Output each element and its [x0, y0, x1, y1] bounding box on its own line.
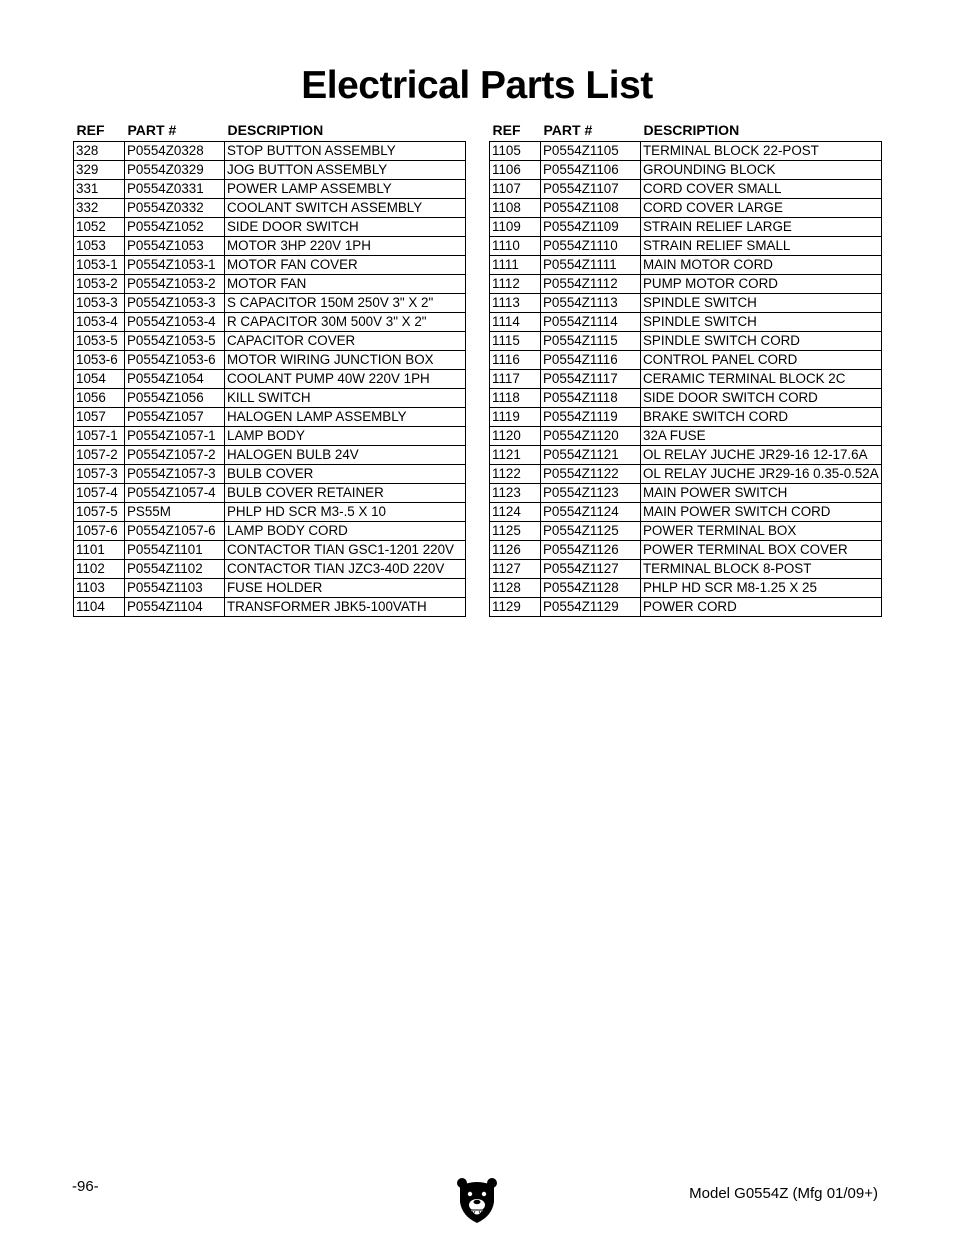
ref-cell: 332 — [74, 199, 125, 218]
table-row — [74, 351, 466, 370]
description-cell: TRANSFORMER JBK5-100VATH — [225, 598, 466, 617]
table-row — [74, 446, 466, 465]
description-cell: BRAKE SWITCH CORD — [641, 408, 882, 427]
description-cell: TERMINAL BLOCK 22-POST — [641, 142, 882, 161]
ref-cell: 1053-2 — [74, 275, 125, 294]
ref-cell: 1110 — [490, 237, 541, 256]
part-number-cell: P0554Z1057-1 — [125, 427, 225, 446]
description-cell: POWER CORD — [641, 598, 882, 617]
table-row — [74, 142, 466, 161]
table-row — [74, 199, 466, 218]
description-cell: R CAPACITOR 30M 500V 3" X 2" — [225, 313, 466, 332]
table-row — [74, 389, 466, 408]
description-cell: SPINDLE SWITCH CORD — [641, 332, 882, 351]
part-number-cell: P0554Z1056 — [125, 389, 225, 408]
description-cell: PHLP HD SCR M8-1.25 X 25 — [641, 579, 882, 598]
ref-cell: 329 — [74, 161, 125, 180]
table-row — [490, 541, 882, 560]
part-number-cell: P0554Z1057 — [125, 408, 225, 427]
description-cell: SIDE DOOR SWITCH CORD — [641, 389, 882, 408]
part-number-cell: P0554Z1109 — [541, 218, 641, 237]
table-row — [490, 579, 882, 598]
table-row — [490, 294, 882, 313]
table-row — [74, 465, 466, 484]
description-cell: STRAIN RELIEF LARGE — [641, 218, 882, 237]
part-number-cell: P0554Z1057-3 — [125, 465, 225, 484]
ref-cell: 1053-4 — [74, 313, 125, 332]
table-row — [490, 313, 882, 332]
part-number-cell: P0554Z1053-1 — [125, 256, 225, 275]
ref-cell: 1120 — [490, 427, 541, 446]
table-row — [490, 275, 882, 294]
part-number-cell: PS55M — [125, 503, 225, 522]
table-row — [490, 560, 882, 579]
ref-cell: 1105 — [490, 142, 541, 161]
table-row — [490, 427, 882, 446]
description-column-header: DESCRIPTION — [227, 121, 324, 138]
ref-cell: 1057-1 — [74, 427, 125, 446]
description-cell: MOTOR WIRING JUNCTION BOX — [225, 351, 466, 370]
part-number-cell: P0554Z0329 — [125, 161, 225, 180]
description-cell: OL RELAY JUCHE JR29-16 12-17.6A — [641, 446, 882, 465]
description-cell: GROUNDING BLOCK — [641, 161, 882, 180]
table-row — [490, 332, 882, 351]
part-number-cell: P0554Z0328 — [125, 142, 225, 161]
ref-cell: 1053-3 — [74, 294, 125, 313]
ref-cell: 1114 — [490, 313, 541, 332]
page-title: Electrical Parts List — [301, 64, 653, 107]
ref-cell: 1127 — [490, 560, 541, 579]
table-row — [74, 275, 466, 294]
description-cell: CONTACTOR TIAN GSC1-1201 220V — [225, 541, 466, 560]
ref-cell: 1115 — [490, 332, 541, 351]
ref-cell: 1057-5 — [74, 503, 125, 522]
ref-column-header: REF — [492, 121, 521, 138]
description-cell: CAPACITOR COVER — [225, 332, 466, 351]
ref-cell: 1104 — [74, 598, 125, 617]
table-header-row — [74, 118, 466, 142]
ref-cell: 328 — [74, 142, 125, 161]
description-cell: HALOGEN LAMP ASSEMBLY — [225, 408, 466, 427]
ref-cell: 1111 — [490, 256, 541, 275]
ref-cell: 1057-4 — [74, 484, 125, 503]
ref-cell: 1057-6 — [74, 522, 125, 541]
ref-cell: 1057-2 — [74, 446, 125, 465]
part-number-cell: P0554Z1053-2 — [125, 275, 225, 294]
part-number-cell: P0554Z1127 — [541, 560, 641, 579]
table-row — [490, 218, 882, 237]
description-cell: JOG BUTTON ASSEMBLY — [225, 161, 466, 180]
ref-cell: 1121 — [490, 446, 541, 465]
part-number-cell: P0554Z1119 — [541, 408, 641, 427]
description-cell: HALOGEN BULB 24V — [225, 446, 466, 465]
part-number-cell: P0554Z1115 — [541, 332, 641, 351]
table-row — [490, 142, 882, 161]
part-number-cell: P0554Z1106 — [541, 161, 641, 180]
page-number: -96- — [72, 1178, 99, 1195]
description-cell: STOP BUTTON ASSEMBLY — [225, 142, 466, 161]
table-row — [490, 484, 882, 503]
description-cell: SIDE DOOR SWITCH — [225, 218, 466, 237]
description-cell: SPINDLE SWITCH — [641, 294, 882, 313]
table-row — [74, 237, 466, 256]
part-number-cell: P0554Z1112 — [541, 275, 641, 294]
ref-cell: 1128 — [490, 579, 541, 598]
ref-cell: 1103 — [74, 579, 125, 598]
table-row — [490, 408, 882, 427]
part-number-cell: P0554Z1053-3 — [125, 294, 225, 313]
table-header-row — [490, 118, 882, 142]
description-cell: 32A FUSE — [641, 427, 882, 446]
parts-table-left-body — [74, 142, 466, 617]
table-row — [74, 560, 466, 579]
part-number-cell: P0554Z1108 — [541, 199, 641, 218]
ref-cell: 1129 — [490, 598, 541, 617]
model-label: Model G0554Z (Mfg 01/09+) — [689, 1185, 878, 1202]
part-number-cell: P0554Z0331 — [125, 180, 225, 199]
ref-cell: 1106 — [490, 161, 541, 180]
part-number-cell: P0554Z1116 — [541, 351, 641, 370]
ref-cell: 1124 — [490, 503, 541, 522]
table-row — [74, 161, 466, 180]
ref-cell: 1053-6 — [74, 351, 125, 370]
ref-cell: 1056 — [74, 389, 125, 408]
table-row — [74, 370, 466, 389]
ref-cell: 1102 — [74, 560, 125, 579]
part-number-cell: P0554Z1122 — [541, 465, 641, 484]
part-number-cell: P0554Z1111 — [541, 256, 641, 275]
ref-cell: 331 — [74, 180, 125, 199]
ref-cell: 1116 — [490, 351, 541, 370]
description-cell: MOTOR FAN COVER — [225, 256, 466, 275]
part-number-cell: P0554Z1053-6 — [125, 351, 225, 370]
ref-cell: 1112 — [490, 275, 541, 294]
part-number-cell: P0554Z1114 — [541, 313, 641, 332]
part-number-cell: P0554Z1123 — [541, 484, 641, 503]
part-number-cell: P0554Z1103 — [125, 579, 225, 598]
table-row — [490, 256, 882, 275]
table-row — [490, 180, 882, 199]
ref-cell: 1101 — [74, 541, 125, 560]
part-number-cell: P0554Z1054 — [125, 370, 225, 389]
part-number-cell: P0554Z1121 — [541, 446, 641, 465]
ref-cell: 1053 — [74, 237, 125, 256]
table-row — [74, 427, 466, 446]
part-number-cell: P0554Z1105 — [541, 142, 641, 161]
table-row — [490, 465, 882, 484]
part-number-cell: P0554Z1129 — [541, 598, 641, 617]
ref-cell: 1109 — [490, 218, 541, 237]
ref-cell: 1054 — [74, 370, 125, 389]
table-row — [74, 408, 466, 427]
ref-column-header: REF — [76, 121, 105, 138]
part-number-cell: P0554Z1053 — [125, 237, 225, 256]
part-number-cell: P0554Z1126 — [541, 541, 641, 560]
description-cell: CORD COVER LARGE — [641, 199, 882, 218]
part-number-cell: P0554Z1118 — [541, 389, 641, 408]
description-cell: FUSE HOLDER — [225, 579, 466, 598]
table-row — [490, 199, 882, 218]
part-column-header: PART # — [543, 121, 593, 138]
ref-cell: 1113 — [490, 294, 541, 313]
part-number-cell: P0554Z1053-5 — [125, 332, 225, 351]
part-number-cell: P0554Z1113 — [541, 294, 641, 313]
description-cell: LAMP BODY — [225, 427, 466, 446]
table-row — [490, 503, 882, 522]
parts-table-right — [489, 118, 882, 617]
part-number-cell: P0554Z1102 — [125, 560, 225, 579]
description-cell: PHLP HD SCR M3-.5 X 10 — [225, 503, 466, 522]
part-number-cell: P0554Z1053-4 — [125, 313, 225, 332]
table-row — [74, 180, 466, 199]
part-number-cell: P0554Z1057-2 — [125, 446, 225, 465]
description-cell: LAMP BODY CORD — [225, 522, 466, 541]
description-cell: S CAPACITOR 150M 250V 3" X 2" — [225, 294, 466, 313]
description-cell: POWER TERMINAL BOX COVER — [641, 541, 882, 560]
bear-head-logo-icon — [456, 1176, 498, 1224]
description-cell: BULB COVER — [225, 465, 466, 484]
part-number-cell: P0554Z1101 — [125, 541, 225, 560]
description-cell: MAIN MOTOR CORD — [641, 256, 882, 275]
description-cell: STRAIN RELIEF SMALL — [641, 237, 882, 256]
parts-table-left — [73, 118, 466, 617]
table-row — [490, 522, 882, 541]
table-row — [74, 484, 466, 503]
description-cell: POWER TERMINAL BOX — [641, 522, 882, 541]
ref-cell: 1123 — [490, 484, 541, 503]
ref-cell: 1053-1 — [74, 256, 125, 275]
part-number-cell: P0554Z1104 — [125, 598, 225, 617]
description-cell: PUMP MOTOR CORD — [641, 275, 882, 294]
table-row — [74, 598, 466, 617]
description-cell: TERMINAL BLOCK 8-POST — [641, 560, 882, 579]
description-cell: COOLANT PUMP 40W 220V 1PH — [225, 370, 466, 389]
ref-cell: 1117 — [490, 370, 541, 389]
table-row — [490, 389, 882, 408]
part-number-cell: P0554Z1120 — [541, 427, 641, 446]
table-row — [74, 256, 466, 275]
table-row — [74, 218, 466, 237]
table-row — [490, 161, 882, 180]
table-row — [490, 351, 882, 370]
description-cell: MOTOR 3HP 220V 1PH — [225, 237, 466, 256]
part-number-cell: P0554Z1124 — [541, 503, 641, 522]
table-row — [74, 332, 466, 351]
ref-cell: 1053-5 — [74, 332, 125, 351]
description-cell: MAIN POWER SWITCH — [641, 484, 882, 503]
table-row — [74, 541, 466, 560]
description-cell: CERAMIC TERMINAL BLOCK 2C — [641, 370, 882, 389]
part-column-header: PART # — [127, 121, 177, 138]
description-column-header: DESCRIPTION — [643, 121, 740, 138]
ref-cell: 1118 — [490, 389, 541, 408]
description-cell: SPINDLE SWITCH — [641, 313, 882, 332]
table-row — [74, 579, 466, 598]
description-cell: BULB COVER RETAINER — [225, 484, 466, 503]
ref-cell: 1108 — [490, 199, 541, 218]
description-cell: KILL SWITCH — [225, 389, 466, 408]
table-row — [490, 446, 882, 465]
part-number-cell: P0554Z1107 — [541, 180, 641, 199]
description-cell: OL RELAY JUCHE JR29-16 0.35-0.52A — [641, 465, 882, 484]
table-row — [74, 294, 466, 313]
ref-cell: 1107 — [490, 180, 541, 199]
table-row — [74, 503, 466, 522]
part-number-cell: P0554Z1128 — [541, 579, 641, 598]
part-number-cell: P0554Z1057-6 — [125, 522, 225, 541]
ref-cell: 1125 — [490, 522, 541, 541]
table-row — [490, 237, 882, 256]
ref-cell: 1122 — [490, 465, 541, 484]
description-cell: POWER LAMP ASSEMBLY — [225, 180, 466, 199]
ref-cell: 1057 — [74, 408, 125, 427]
part-number-cell: P0554Z1057-4 — [125, 484, 225, 503]
description-cell: COOLANT SWITCH ASSEMBLY — [225, 199, 466, 218]
parts-table-right-body — [490, 142, 882, 617]
table-row — [74, 313, 466, 332]
description-cell: MAIN POWER SWITCH CORD — [641, 503, 882, 522]
description-cell: MOTOR FAN — [225, 275, 466, 294]
ref-cell: 1052 — [74, 218, 125, 237]
ref-cell: 1057-3 — [74, 465, 125, 484]
table-row — [490, 598, 882, 617]
part-number-cell: P0554Z1052 — [125, 218, 225, 237]
description-cell: CONTACTOR TIAN JZC3-40D 220V — [225, 560, 466, 579]
table-row — [74, 522, 466, 541]
description-cell: CORD COVER SMALL — [641, 180, 882, 199]
ref-cell: 1126 — [490, 541, 541, 560]
part-number-cell: P0554Z0332 — [125, 199, 225, 218]
part-number-cell: P0554Z1125 — [541, 522, 641, 541]
part-number-cell: P0554Z1117 — [541, 370, 641, 389]
part-number-cell: P0554Z1110 — [541, 237, 641, 256]
ref-cell: 1119 — [490, 408, 541, 427]
description-cell: CONTROL PANEL CORD — [641, 351, 882, 370]
table-row — [490, 370, 882, 389]
